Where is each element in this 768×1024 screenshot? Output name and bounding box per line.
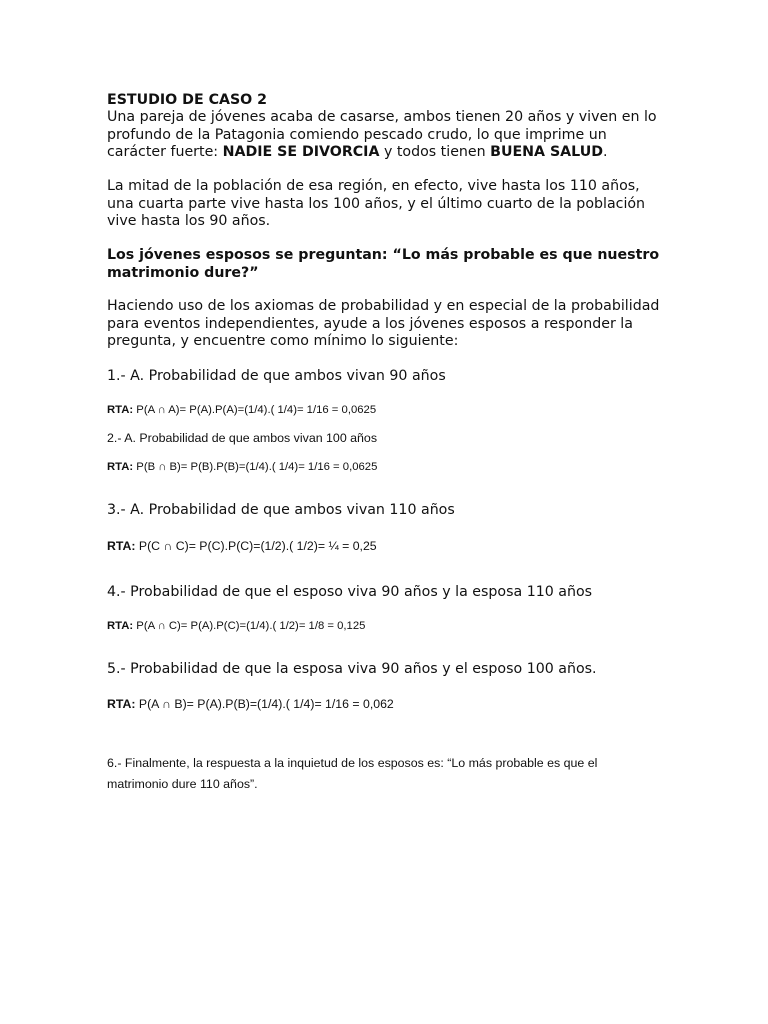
- rta-label: RTA:: [107, 697, 136, 711]
- rta-value: P(A ∩ B)= P(A).P(B)=(1/4).( 1/4)= 1/16 = 0,062: [135, 697, 394, 711]
- conclusion-paragraph: 6.- Finalmente, la respuesta a la inquietud de los esposos es: “Lo más probable es que el matrimonio dure 110 años”.: [107, 756, 598, 791]
- couple-question: Los jóvenes esposos se preguntan: “Lo más probable es que nuestro matrimonio dure?”: [107, 247, 660, 281]
- rta-value: P(B ∩ B)= P(B).P(B)=(1/4).( 1/4)= 1/16 = 0,0625: [133, 461, 378, 473]
- rta-value: P(C ∩ C)= P(C).P(C)=(1/2).( 1/2)= ¼ = 0,25: [135, 539, 377, 553]
- item-4-answer: [107, 619, 667, 633]
- intro-bold-no-divorce: NADIE SE DIVORCIA: [222, 144, 380, 160]
- case-title: ESTUDIO DE CASO 2: [107, 92, 268, 108]
- item-2-question: 2.- A. Probabilidad de que ambos vivan 100 años: [107, 431, 378, 445]
- rta-value: P(A ∩ C)= P(A).P(C)=(1/4).( 1/2)= 1/8 = 0,125: [133, 620, 366, 632]
- item-5-question: 5.- Probabilidad de que la esposa viva 90 años y el esposo 100 años.: [107, 661, 597, 677]
- item-2-answer: [107, 460, 667, 474]
- rta-label: RTA:: [107, 461, 134, 473]
- intro-text-1: Una pareja de jóvenes acaba de casarse, ambos tienen 20 años y viven en lo profundo de la Patagonia comiendo pescado crudo, lo que imprime un carácter fuerte:: [107, 109, 657, 160]
- rta-label: RTA:: [107, 620, 134, 632]
- item-3-answer: [107, 539, 667, 554]
- rta-label: RTA:: [107, 539, 136, 553]
- intro-bold-good-health: BUENA SALUD: [490, 144, 603, 160]
- item-4-question: 4.- Probabilidad de que el esposo viva 90 años y la esposa 110 años: [107, 584, 593, 600]
- intro-text-2: y todos tienen: [379, 144, 491, 160]
- population-paragraph: La mitad de la población de esa región, en efecto, vive hasta los 110 años, una cuarta parte vive hasta los 100 años, y el último cuarto de la población vive hasta los 90 años.: [107, 178, 646, 229]
- case-intro: [107, 109, 667, 162]
- intro-text-3: .: [603, 144, 608, 160]
- item-1-answer: [107, 403, 667, 417]
- instructions-paragraph: Haciendo uso de los axiomas de probabilidad y en especial de la probabilidad para eventos independientes, ayude a los jóvenes esposos a responder la pregunta, y encuentre como mínimo lo siguiente:: [107, 298, 660, 349]
- rta-label: RTA:: [107, 404, 134, 416]
- item-5-answer: [107, 697, 667, 712]
- item-3-question: 3.- A. Probabilidad de que ambos vivan 110 años: [107, 502, 455, 518]
- rta-value: P(A ∩ A)= P(A).P(A)=(1/4).( 1/4)= 1/16 = 0,0625: [133, 404, 377, 416]
- item-1-question: 1.- A. Probabilidad de que ambos vivan 90 años: [107, 368, 446, 384]
